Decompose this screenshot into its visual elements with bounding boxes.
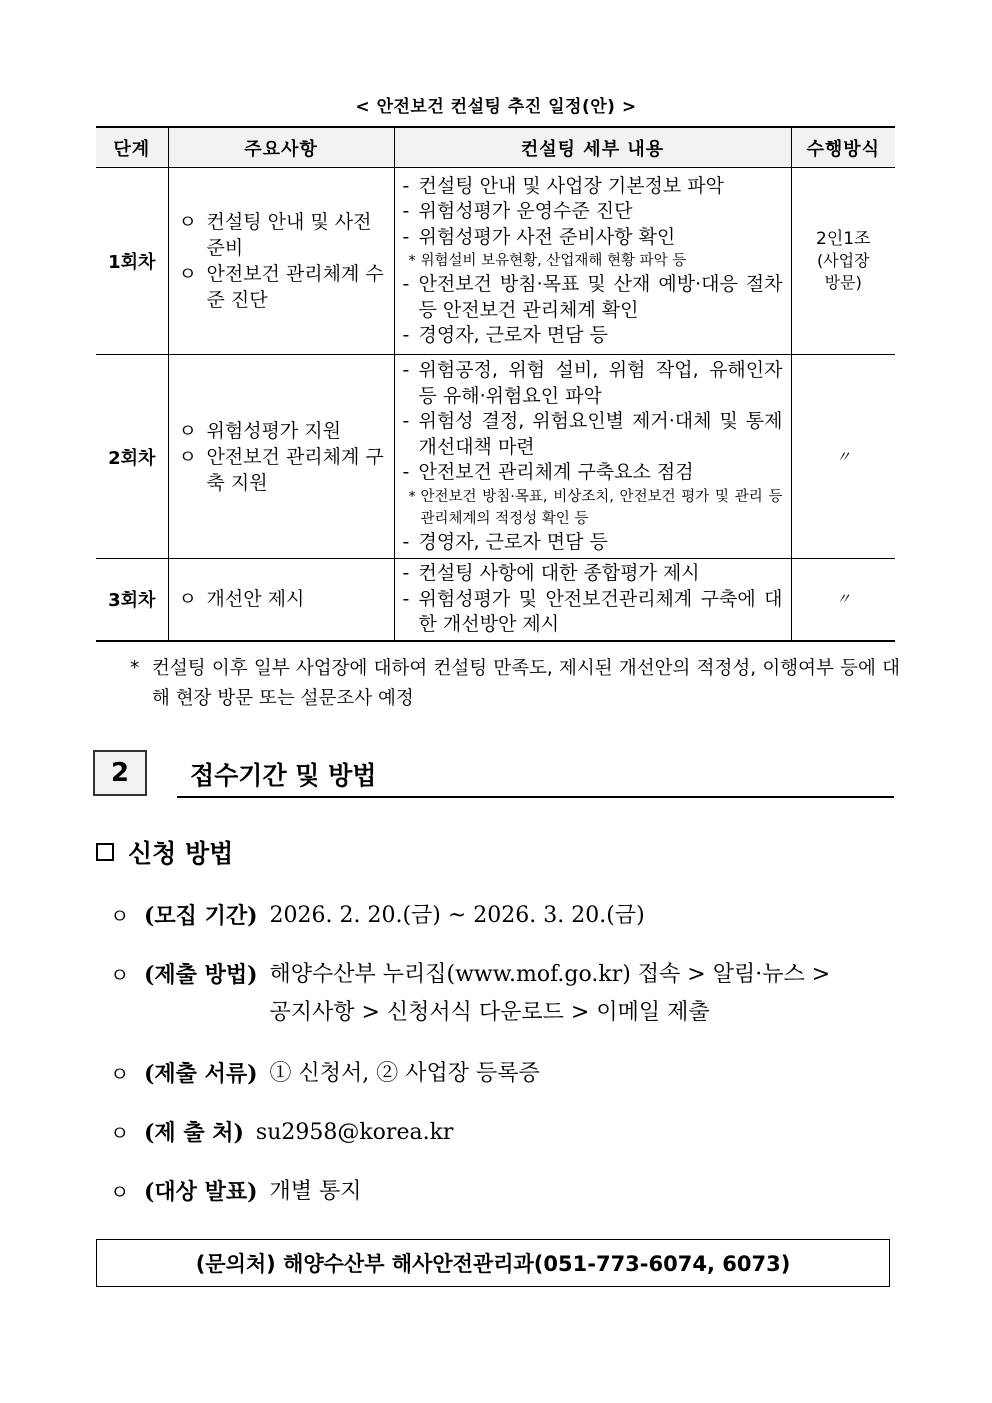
detail-item: - 위험성평가 운영수준 진단	[402, 200, 633, 222]
detail-note: * 위험설비 보유현황, 산업재해 현황 파악 등	[408, 253, 687, 269]
subheading-text: 신청 방법	[128, 839, 234, 868]
detail-item: - 위험공정, 위험 설비, 위험 작업, 유해인자 등 유해·위험요인 파악	[402, 359, 783, 407]
detail-item: - 경영자, 근로자 면담 등	[402, 324, 608, 346]
table-row	[96, 559, 895, 641]
detail-item: - 경영자, 근로자 면담 등	[402, 530, 608, 553]
item-label: (대상 발표)	[144, 1179, 258, 1205]
detail-item: - 컨설팅 사항에 대한 종합평가 제시	[402, 562, 700, 584]
table-row	[96, 168, 895, 355]
bullet-icon: ㅇ	[110, 1062, 130, 1086]
item-label: (제출 서류)	[144, 1061, 258, 1087]
list-item	[110, 956, 830, 1032]
header-stage: 단계	[96, 127, 168, 168]
square-bullet-icon	[96, 843, 114, 861]
bullet-icon: ㅇ	[110, 1180, 130, 1204]
detail-item: - 위험성평가 및 안전보건관리체계 구축에 대한 개선방안 제시	[402, 587, 783, 635]
detail-cell	[394, 168, 791, 355]
section-title: 접수기간 및 방법	[190, 761, 377, 790]
item-value: ① 신청서, ② 사업장 등록증	[269, 1061, 540, 1086]
method-sub: (사업장 방문)	[816, 251, 870, 292]
stage-cell: 3회차	[96, 559, 168, 641]
main-item: ㅇ 위험성평가 지원	[178, 419, 342, 442]
stage-cell: 1회차	[96, 168, 168, 355]
header-method: 수행방식	[791, 127, 895, 168]
method-ditto: 〃	[791, 355, 895, 559]
main-item: ㅇ 개선안 제시	[178, 588, 305, 611]
item-value-email: su2958@korea.kr	[255, 1120, 454, 1145]
item-value: 2026. 2. 20.(금) ~ 2026. 3. 20.(금)	[269, 903, 645, 928]
stage-cell: 2회차	[96, 355, 168, 559]
contact-box: (문의처) 해양수산부 해사안전관리과(051-773-6074, 6073)	[96, 1239, 890, 1287]
item-label: (모집 기간)	[144, 903, 258, 929]
detail-cell	[394, 559, 791, 641]
section-underline	[177, 796, 894, 798]
item-value: 해양수산부 누리집(www.mof.go.kr) 접속 > 알림·뉴스 >	[269, 962, 831, 987]
consulting-schedule-table	[96, 126, 895, 642]
list-item	[110, 897, 645, 935]
main-cell	[168, 355, 394, 559]
main-item: ㅇ 안전보건 관리체계 구축 지원	[178, 445, 384, 494]
table-row	[96, 355, 895, 559]
table-header-row	[96, 127, 895, 168]
detail-note: * 안전보건 방침·목표, 비상조치, 안전보건 평가 및 관리 등 관리체계의 적정성 확인 등	[408, 488, 783, 527]
detail-item: - 위험성 결정, 위험요인별 제거·대체 및 통제 개선대책 마련	[402, 410, 783, 458]
method-cell	[791, 168, 895, 355]
subheading	[96, 834, 233, 870]
bullet-icon: ㅇ	[110, 1121, 130, 1145]
detail-item: - 위험성평가 사전 준비사항 확인	[402, 225, 676, 248]
detail-cell	[394, 355, 791, 559]
header-details: 컨설팅 세부 내용	[394, 127, 791, 168]
list-item	[110, 1173, 362, 1211]
detail-item: - 안전보건 방침·목표 및 산재 예방·대응 절차 등 안전보건 관리체계 확인	[402, 273, 783, 321]
footnote	[130, 654, 900, 714]
main-cell	[168, 559, 394, 641]
table-caption: < 안전보건 컨설팅 추진 일정(안) >	[355, 97, 637, 117]
item-label: (제 출 처)	[144, 1120, 244, 1146]
main-cell	[168, 168, 394, 355]
bullet-icon: ㅇ	[110, 904, 130, 928]
footnote-mark: *	[130, 658, 140, 679]
item-value-line2: 공지사항 > 신청서식 다운로드 > 이메일 제출	[269, 1000, 710, 1025]
section-number: 2	[93, 750, 147, 796]
item-label: (제출 방법)	[144, 962, 258, 988]
detail-item: - 안전보건 관리체계 구축요소 점검	[402, 461, 694, 483]
header-main: 주요사항	[168, 127, 394, 168]
method-ditto: 〃	[791, 559, 895, 641]
main-item: ㅇ 안전보건 관리체계 수준 진단	[178, 263, 384, 311]
detail-item: - 컨설팅 안내 및 사업장 기본정보 파악	[402, 174, 725, 197]
footnote-text: 컨설팅 이후 일부 사업장에 대하여 컨설팅 만족도, 제시된 개선안의 적정성, 이행여부 등에 대해 현장 방문 또는 설문조사 예정	[152, 658, 900, 709]
list-item	[110, 1055, 540, 1093]
item-value: 개별 통지	[269, 1179, 362, 1204]
list-item	[110, 1114, 453, 1152]
main-item: ㅇ 컨설팅 안내 및 사전 준비	[178, 211, 372, 259]
bullet-icon: ㅇ	[110, 963, 130, 987]
method-text: 2인1조	[816, 229, 871, 249]
